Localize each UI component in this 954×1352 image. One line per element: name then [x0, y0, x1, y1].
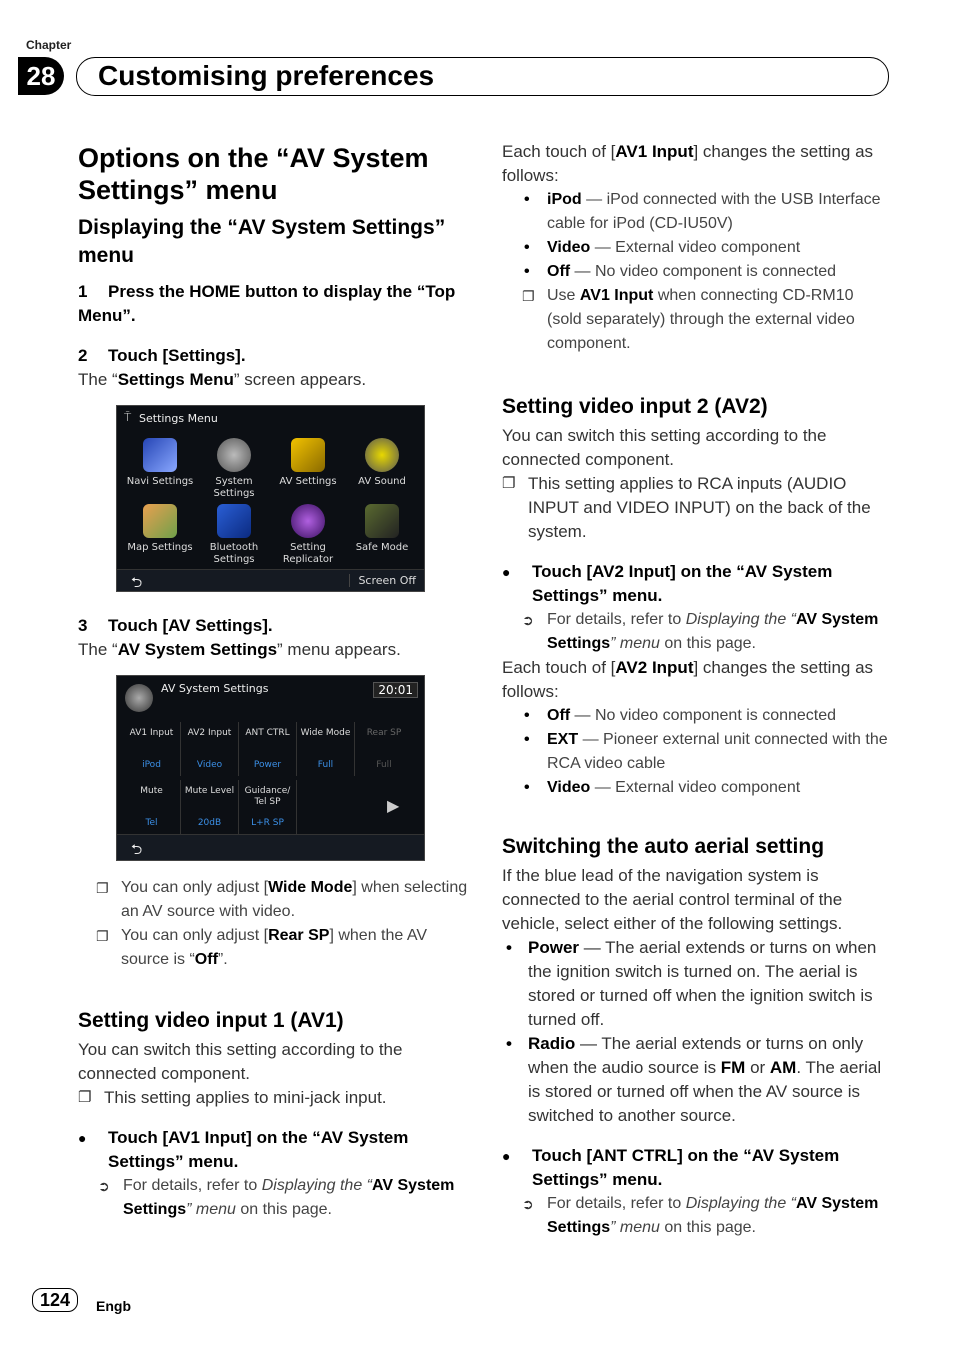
map-icon: [143, 504, 177, 538]
ant-step: ● Touch [ANT CTRL] on the “AV System Settings” menu.: [502, 1144, 888, 1192]
language-code: Engb: [96, 1298, 131, 1314]
settings-menu-title: Settings Menu: [139, 412, 218, 425]
step-3: 3 Touch [AV Settings].: [78, 616, 273, 635]
each-av1: Each touch of [AV1 Input] changes the setting as follows:: [502, 142, 874, 185]
tile-safe-mode[interactable]: Safe Mode: [347, 502, 417, 564]
av1-desc: You can switch this setting according to the connected component.: [78, 1040, 403, 1083]
tile-system-settings[interactable]: System Settings: [199, 436, 269, 498]
back-button[interactable]: ⮌: [131, 842, 143, 858]
left-column-2: [78, 614, 468, 662]
chapter-label: Chapter: [26, 38, 72, 52]
heading-aerial: Switching the auto aerial setting: [502, 835, 825, 858]
av2-opt-ext: • EXT — Pioneer external unit connected with the RCA video cable: [502, 728, 888, 776]
av2-ref: ➲ For details, refer to Displaying the “AV System Settings” menu on this page.: [502, 608, 888, 656]
tile-navi-settings[interactable]: Navi Settings: [125, 436, 195, 498]
each-av2: Each touch of [AV2 Input] changes the setting as follows:: [502, 658, 874, 701]
av-bottom-bar: [117, 834, 424, 860]
chapter-title: Customising preferences: [98, 60, 435, 91]
heading-av1: Setting video input 1 (AV1): [78, 1009, 344, 1032]
note-wide-mode: ❐ You can only adjust [Wide Mode] when selecting an AV source with video.: [76, 876, 468, 924]
av2-opt-off: • Off — No video component is connected: [502, 704, 888, 728]
speaker-icon: [365, 438, 399, 472]
cell-rear-sp: Rear SP Full: [366, 728, 402, 770]
aerial-power: • Power — The aerial extends or turns on when the ignition switch is turned on. The aerial is stored or turned off when the ignition switch is turned off.: [502, 936, 888, 1032]
av2-step: ● Touch [AV2 Input] on the “AV System Settings” menu.: [502, 560, 888, 608]
tile-av-sound[interactable]: AV Sound: [347, 436, 417, 498]
next-page-button[interactable]: ▶: [387, 796, 400, 815]
av1-note: ❐ This setting applies to mini-jack input.: [78, 1086, 468, 1110]
av1-opt-ipod: • iPod — iPod connected with the USB Interface cable for iPod (CD-IU50V): [502, 188, 888, 236]
tile-bluetooth-settings[interactable]: Bluetooth Settings: [199, 502, 269, 564]
av2-desc: You can switch this setting according to the connected component.: [502, 426, 827, 469]
screen-off-button[interactable]: Screen Off: [349, 574, 416, 587]
ant-ref: ➲ For details, refer to Displaying the “AV System Settings” menu on this page.: [502, 1192, 888, 1240]
cell-guidance-tel-sp[interactable]: Guidance/ Tel SP L+R SP: [239, 780, 297, 834]
left-column: [78, 140, 468, 392]
heading-av2: Setting video input 2 (AV2): [502, 395, 768, 418]
settings-menu-screen: [116, 405, 425, 592]
divx-logo-icon: [125, 684, 153, 712]
av1-step: ● Touch [AV1 Input] on the “AV System Settings” menu.: [78, 1126, 468, 1174]
cell-mute-level[interactable]: Mute Level 20dB: [181, 780, 239, 834]
tile-setting-replicator[interactable]: Setting Replicator: [273, 502, 343, 564]
section-heading: Options on the “AV System Settings” menu: [78, 143, 429, 205]
av1-opt-off: • Off — No video component is connected: [502, 260, 888, 284]
av2-note: ❐ This setting applies to RCA inputs (AUDIO INPUT and VIDEO INPUT) on the back of the system.: [502, 472, 888, 544]
menu-icon: ⍑: [124, 410, 132, 424]
step-3-desc: The “AV System Settings” menu appears.: [78, 640, 401, 659]
aerial-radio: • Radio — The aerial extends or turns on only when the audio source is FM or AM. The aerial is stored or turned off when the AV source is switched to another source.: [502, 1032, 888, 1128]
chapter-number: 28: [18, 57, 64, 95]
av1-use-note: ❐ Use AV1 Input when connecting CD-RM10 (sold separately) through the external video component.: [502, 284, 888, 356]
cell-av2-input[interactable]: AV2 Input Video: [181, 722, 239, 776]
note-rear-sp: ❐ You can only adjust [Rear SP] when the AV source is “Off”.: [76, 924, 468, 972]
cell-wide-mode[interactable]: Wide Mode Full: [297, 722, 355, 776]
subheading-displaying: Displaying the “AV System Settings” menu: [78, 216, 446, 267]
clock: 20:01: [373, 682, 418, 698]
av2-opt-video: • Video — External video component: [502, 776, 888, 800]
aerial-desc: If the blue lead of the navigation system is connected to the aerial control terminal of the vehicle, select either of the following settings.: [502, 866, 843, 933]
step-2: 2 Touch [Settings].: [78, 346, 246, 365]
left-column-3: [78, 876, 468, 1222]
av1-ref: ➲ For details, refer to Displaying the “AV System Settings” menu on this page.: [78, 1174, 468, 1222]
music-note-icon: [291, 438, 325, 472]
step-2-desc: The “Settings Menu” screen appears.: [78, 370, 367, 389]
safe-mode-icon: [365, 504, 399, 538]
tile-av-settings[interactable]: AV Settings: [273, 436, 343, 498]
cell-av1-input[interactable]: AV1 Input iPod: [123, 722, 181, 776]
tile-map-settings[interactable]: Map Settings: [125, 502, 195, 564]
page-number: 124: [32, 1288, 78, 1312]
back-button[interactable]: ⮌: [131, 575, 143, 591]
bluetooth-icon: [217, 504, 251, 538]
right-column: [502, 140, 888, 1240]
flag-icon: [143, 438, 177, 472]
gear-icon: [217, 438, 251, 472]
cell-mute[interactable]: Mute Tel: [123, 780, 181, 834]
step-1: 1 Press the HOME button to display the “Top Menu”.: [78, 282, 456, 325]
av-settings-title: AV System Settings: [161, 682, 269, 695]
replicator-icon: [291, 504, 325, 538]
av-system-settings-screen: [116, 675, 425, 861]
cell-ant-ctrl[interactable]: ANT CTRL Power: [239, 722, 297, 776]
av1-opt-video: • Video — External video component: [502, 236, 888, 260]
settings-bottom-bar: [117, 569, 424, 591]
